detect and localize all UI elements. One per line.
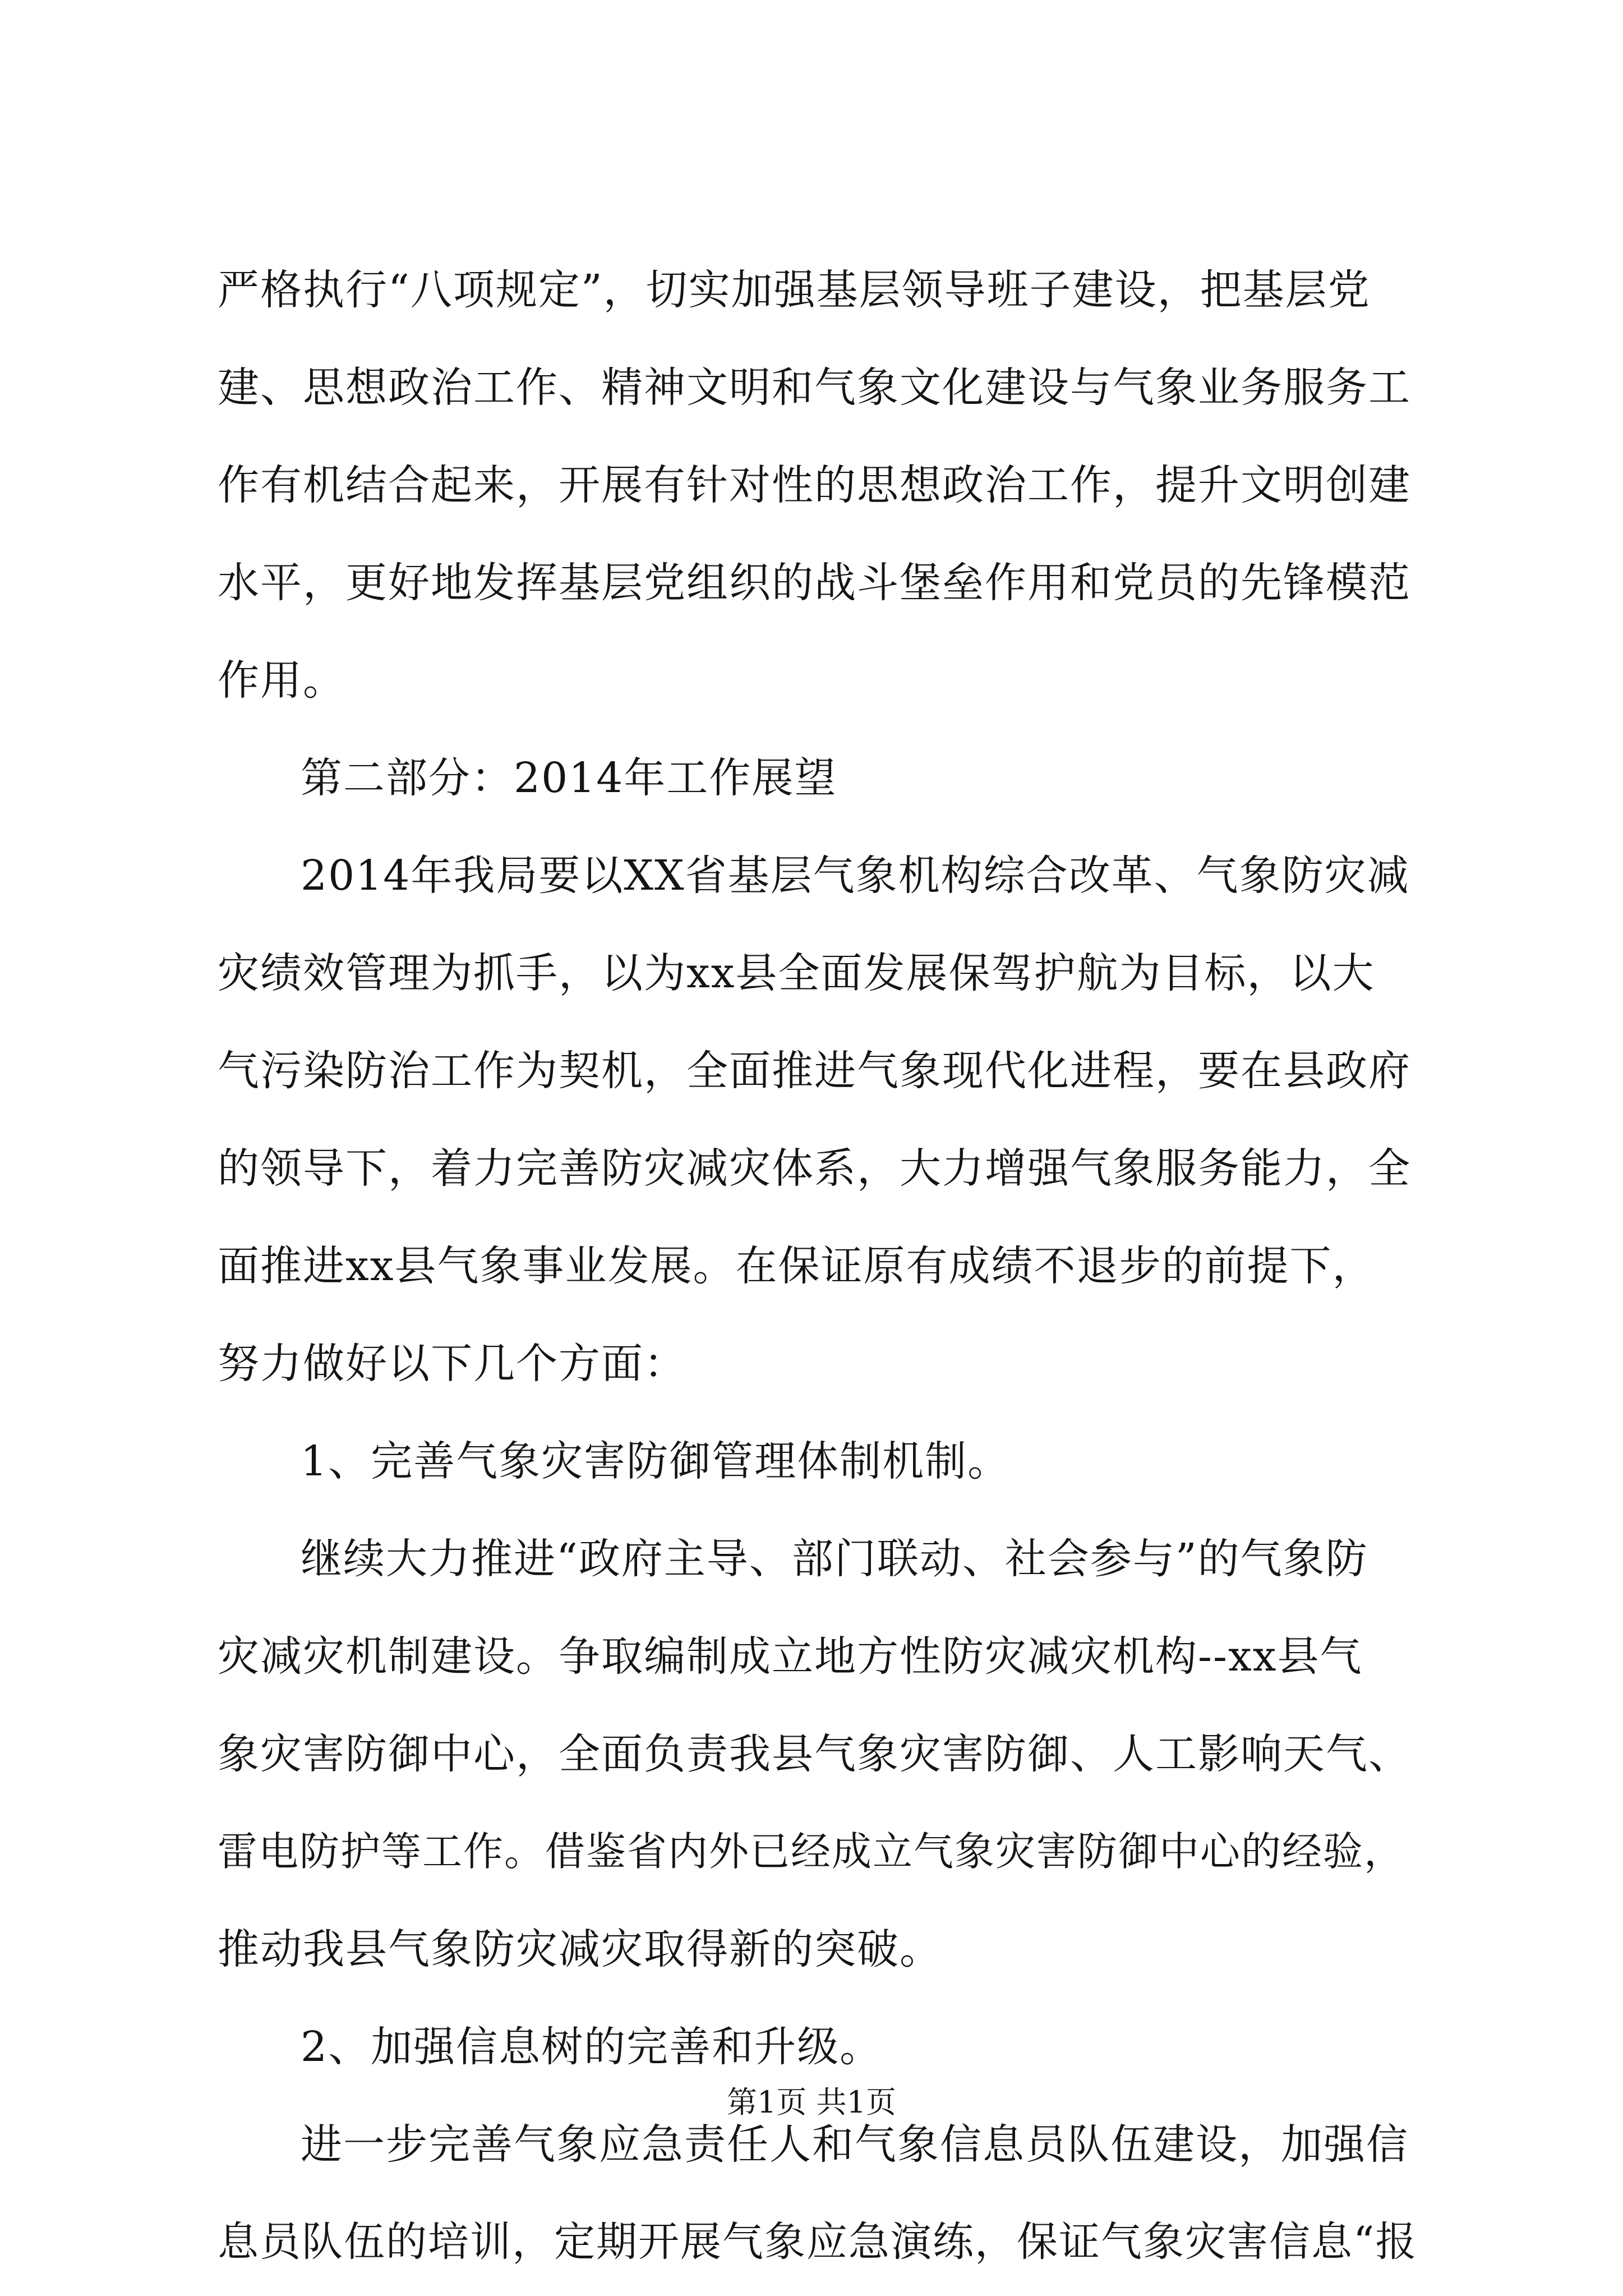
- text-line: 灾绩效管理为抓手，以为xx县全面发展保驾护航为目标，以大: [218, 949, 1375, 997]
- text-line: 象灾害防御中心，全面负责我县气象灾害防御、人工影响天气、: [218, 1730, 1411, 1778]
- list-item-heading: 1、完善气象灾害防御管理体制机制。: [301, 1437, 1011, 1485]
- section-heading: 第二部分：2014年工作展望: [301, 754, 837, 802]
- text-line: 进一步完善气象应急责任人和气象信息员队伍建设，加强信: [301, 2120, 1409, 2169]
- text-line: 水平，更好地发挥基层党组织的战斗堡垒作用和党员的先锋模范: [218, 559, 1411, 607]
- text-line: 雷电防护等工作。借鉴省内外已经成立气象灾害防御中心的经验，: [218, 1828, 1405, 1875]
- text-line: 作用。: [218, 656, 345, 705]
- text-line: 面推进xx县气象事业发展。在保证原有成绩不退步的前提下，: [218, 1242, 1375, 1290]
- page-number-label: 第1页 共1页: [727, 2085, 896, 2120]
- text-line: 努力做好以下几个方面：: [218, 1340, 686, 1388]
- document-body: [218, 241, 1418, 2291]
- page-footer: [0, 2080, 1623, 2125]
- text-line: 继续大力推进“政府主导、部门联动、社会参与”的气象防: [301, 1535, 1368, 1583]
- text-line: 建、思想政治工作、精神文明和气象文化建设与气象业务服务工: [218, 364, 1411, 412]
- text-line: 息员队伍的培训，定期开展气象应急演练，保证气象灾害信息“报: [218, 2218, 1418, 2266]
- text-line: 2014年我局要以XX省基层气象机构综合改革、气象防灾减: [301, 852, 1410, 900]
- list-item-heading: 2、加强信息树的完善和升级。: [301, 2023, 883, 2071]
- text-line: 灾减灾机制建设。争取编制成立地方性防灾减灾机构--xx县气: [218, 1632, 1363, 1681]
- text-line: 气污染防治工作为契机，全面推进气象现代化进程，要在县政府: [218, 1047, 1411, 1095]
- text-line: 作有机结合起来，开展有针对性的思想政治工作，提升文明创建: [218, 461, 1411, 509]
- text-line: 的领导下，着力完善防灾减灾体系，大力增强气象服务能力，全: [218, 1144, 1411, 1193]
- text-line: 严格执行“八项规定”，切实加强基层领导班子建设，把基层党: [218, 266, 1371, 314]
- text-line: 推动我县气象防灾减灾取得新的突破。: [218, 1925, 942, 1973]
